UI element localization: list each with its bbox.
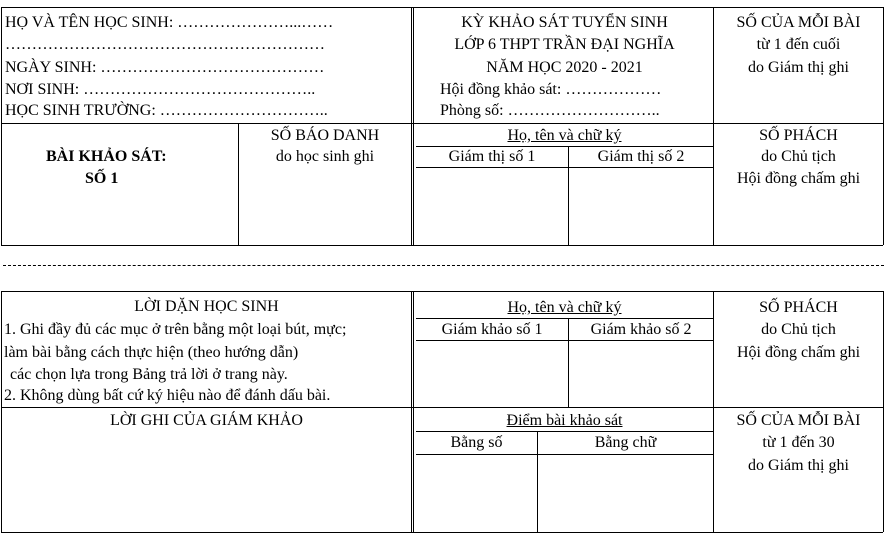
code-issuer: do Chủ tịch xyxy=(761,148,836,165)
code-council: Hội đồng chấm ghi xyxy=(736,170,861,187)
grader-1-label: Giám khảo số 1 xyxy=(441,321,543,338)
paper-number-note: do Giám thị ghi xyxy=(748,59,849,76)
school-field: HỌC SINH TRƯỜNG: ………………………….. xyxy=(5,102,328,119)
cut-line xyxy=(3,265,884,266)
score-number-label: Bằng số xyxy=(450,434,503,451)
code-title: SỐ PHÁCH xyxy=(759,127,838,144)
graders-header xyxy=(416,298,713,317)
proctor-2-label: Giám thị số 2 xyxy=(597,148,685,165)
bottom-paper-number-note: do Giám thị ghi xyxy=(748,457,849,474)
bottom-paper-number-title: SỐ CỦA MỖI BÀI xyxy=(736,412,861,429)
proctor-2-signature-box[interactable] xyxy=(569,168,712,244)
graders-subheader-line xyxy=(416,318,713,319)
candidate-number-title: SỐ BÁO DANH xyxy=(270,127,380,144)
proctor-1-signature-box[interactable] xyxy=(417,168,567,244)
bottom-paper-number-range: từ 1 đến 30 xyxy=(762,434,835,451)
grader-2-label: Giám khảo số 2 xyxy=(590,321,692,338)
top-row-divider xyxy=(1,123,883,124)
top-border-right xyxy=(883,7,884,245)
exam-room-field: Phòng số: ……………………….. xyxy=(440,102,660,119)
grader-2-signature-box[interactable] xyxy=(569,341,712,406)
bottom-double-divider xyxy=(411,291,414,532)
bottom-border-top xyxy=(1,291,883,292)
score-words-box[interactable] xyxy=(538,455,712,531)
bottom-border-right xyxy=(883,291,884,532)
student-name-continuation: …………………………………………………… xyxy=(5,36,325,53)
test-number: SỐ 1 xyxy=(85,170,119,187)
score-number-box[interactable] xyxy=(417,455,536,531)
instructions-title: LỜI DẶN HỌC SINH xyxy=(134,298,279,315)
exam-title-line1: KỲ KHẢO SÁT TUYỂN SINH xyxy=(461,14,668,31)
student-name-field: HỌ VÀ TÊN HỌC SINH: …………………...…… xyxy=(5,14,334,31)
proctor-1-label: Giám thị số 1 xyxy=(448,148,536,165)
exam-year: NĂM HỌC 2020 - 2021 xyxy=(486,59,643,76)
instruction-1-cont2: các chọn lựa trong Bảng trả lời ở trang này. xyxy=(10,366,288,383)
bottom-code-council: Hội đồng chấm ghi xyxy=(736,344,861,361)
paper-number-title: SỐ CỦA MỖI BÀI xyxy=(736,14,861,31)
bottom-code-title: SỐ PHÁCH xyxy=(759,299,838,316)
score-subheader-line xyxy=(416,431,713,432)
graders-header-text: Họ, tên và chữ ký xyxy=(507,299,622,316)
grader-notes-area[interactable] xyxy=(3,432,408,530)
top-border-left xyxy=(1,7,2,245)
score-header xyxy=(416,411,713,430)
proctors-header xyxy=(416,126,713,145)
top-double-divider xyxy=(411,7,414,245)
paper-number-range: từ 1 đến cuối xyxy=(756,36,841,53)
top-border-bottom xyxy=(1,245,883,246)
instruction-1-cont: làm bài bằng cách thực hiện (theo hướng dẫn) xyxy=(4,344,299,361)
exam-title-line2: LỚP 6 THPT TRẦN ĐẠI NGHĨA xyxy=(454,36,675,53)
score-words-label: Bằng chữ xyxy=(594,434,657,451)
bottom-border-bottom xyxy=(1,532,883,533)
grader-notes-title: LỜI GHI CỦA GIÁM KHẢO xyxy=(110,412,303,429)
top-border-top xyxy=(1,7,883,8)
proctors-header-text: Họ, tên và chữ ký xyxy=(507,127,622,144)
grader-1-signature-box[interactable] xyxy=(417,341,567,406)
bottom-row-divider xyxy=(1,407,883,408)
candidate-number-note: do học sinh ghi xyxy=(275,148,375,165)
bottom-code-issuer: do Chủ tịch xyxy=(761,321,836,338)
birth-date-field: NGÀY SINH: …………………………………… xyxy=(5,59,325,76)
instruction-2: 2. Không dùng bất cứ ký hiệu nào để đánh dấu bài. xyxy=(4,387,331,404)
birth-place-field: NƠI SINH: …………………………………….. xyxy=(5,81,316,98)
test-title: BÀI KHẢO SÁT: xyxy=(46,148,167,165)
score-header-text: Điểm bài khảo sát xyxy=(506,412,623,429)
instruction-1: 1. Ghi đầy đủ các mục ở trên bằng một loại bút, mực; xyxy=(4,321,347,338)
exam-council-field: Hội đồng khảo sát: ……………… xyxy=(440,81,662,98)
